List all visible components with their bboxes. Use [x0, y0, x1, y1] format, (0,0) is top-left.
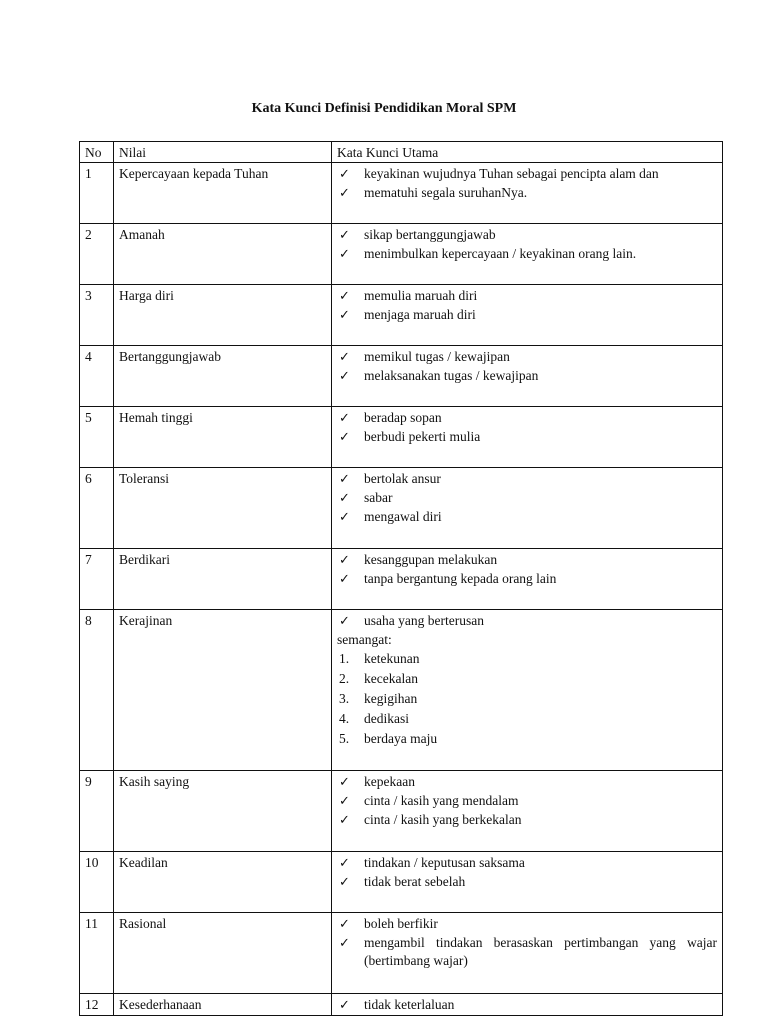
keyword-text: sabar [364, 490, 393, 505]
keywords-cell [332, 852, 723, 913]
keyword-item [337, 934, 717, 970]
checkmark-icon: ✓ [339, 227, 350, 242]
keyword-text: bertolak ansur [364, 471, 441, 486]
keyword-list [337, 915, 717, 970]
keyword-text: usaha yang berterusan [364, 613, 484, 628]
keywords-cell [332, 610, 723, 771]
keywords-cell [332, 407, 723, 468]
table-row [80, 224, 723, 285]
keyword-item [337, 367, 717, 385]
row-number: 4 [80, 346, 114, 407]
keyword-text: berbudi pekerti mulia [364, 429, 481, 444]
keyword-item [337, 508, 717, 526]
checkmark-icon: ✓ [339, 509, 350, 524]
keyword-item [337, 612, 717, 630]
keyword-list [337, 226, 717, 263]
keyword-list [337, 773, 717, 829]
item-number: 3. [339, 691, 350, 706]
value-name: Kerajinan [114, 610, 332, 771]
checkmark-icon: ✓ [339, 349, 350, 364]
item-number: 2. [339, 671, 350, 686]
keyword-item [337, 551, 717, 569]
keyword-list [337, 470, 717, 526]
value-name: Harga diri [114, 285, 332, 346]
checkmark-icon: ✓ [339, 307, 350, 322]
keyword-item [337, 165, 717, 183]
keywords-cell [332, 549, 723, 610]
row-number: 2 [80, 224, 114, 285]
checkmark-icon: ✓ [339, 368, 350, 383]
row-number: 12 [80, 994, 114, 1016]
keyword-item [337, 184, 717, 202]
item-text: berdaya maju [364, 731, 438, 746]
keyword-list [337, 612, 717, 630]
row-number: 11 [80, 913, 114, 994]
row-number: 10 [80, 852, 114, 913]
value-name: Kepercayaan kepada Tuhan [114, 163, 332, 224]
table-row [80, 913, 723, 994]
keyword-item [337, 570, 717, 588]
keyword-text: cinta / kasih yang mendalam [364, 793, 519, 808]
sub-heading: semangat: [337, 632, 392, 647]
keyword-text: mengawal diri [364, 509, 442, 524]
keyword-text: beradap sopan [364, 410, 442, 425]
numbered-item [337, 670, 717, 688]
keyword-text: boleh berfikir [364, 916, 438, 931]
checkmark-icon: ✓ [339, 246, 350, 261]
checkmark-icon: ✓ [339, 997, 350, 1012]
checkmark-icon: ✓ [339, 166, 350, 181]
keyword-item [337, 348, 717, 366]
checkmark-icon: ✓ [339, 793, 350, 808]
numbered-list [337, 650, 717, 748]
keyword-text: memikul tugas / kewajipan [364, 349, 510, 364]
keyword-list [337, 551, 717, 588]
keyword-text: keyakinan wujudnya Tuhan sebagai pencipta alam dan [364, 166, 659, 181]
keyword-list [337, 165, 717, 202]
checkmark-icon: ✓ [339, 774, 350, 789]
row-number: 6 [80, 468, 114, 549]
value-name: Amanah [114, 224, 332, 285]
keyword-list [337, 409, 717, 446]
item-text: kecekalan [364, 671, 418, 686]
numbered-item [337, 690, 717, 708]
row-number: 8 [80, 610, 114, 771]
keyword-list [337, 287, 717, 324]
checkmark-icon: ✓ [339, 552, 350, 567]
keyword-text: tanpa bergantung kepada orang lain [364, 571, 557, 586]
keyword-list [337, 348, 717, 385]
header-no: No [80, 142, 114, 163]
keyword-list [337, 996, 717, 1014]
keywords-cell [332, 771, 723, 852]
keywords-cell [332, 346, 723, 407]
table-row [80, 994, 723, 1016]
row-number: 9 [80, 771, 114, 852]
value-name: Toleransi [114, 468, 332, 549]
keyword-item [337, 409, 717, 427]
value-name: Hemah tinggi [114, 407, 332, 468]
checkmark-icon: ✓ [339, 185, 350, 200]
item-number: 1. [339, 651, 350, 666]
checkmark-icon: ✓ [339, 812, 350, 827]
keywords-cell [332, 468, 723, 549]
checkmark-icon: ✓ [339, 874, 350, 889]
header-nilai: Nilai [114, 142, 332, 163]
value-name: Keadilan [114, 852, 332, 913]
keyword-text: tidak keterlaluan [364, 997, 455, 1012]
keywords-cell [332, 224, 723, 285]
item-text: dedikasi [364, 711, 409, 726]
numbered-item [337, 710, 717, 728]
keyword-item [337, 773, 717, 791]
keyword-text: tindakan / keputusan saksama [364, 855, 525, 870]
item-text: kegigihan [364, 691, 418, 706]
item-number: 5. [339, 731, 350, 746]
keyword-text: kepekaan [364, 774, 415, 789]
keyword-text: melaksanakan tugas / kewajipan [364, 368, 539, 383]
keyword-text: tidak berat sebelah [364, 874, 466, 889]
keyword-text: kesanggupan melakukan [364, 552, 498, 567]
value-name: Kesederhanaan [114, 994, 332, 1016]
checkmark-icon: ✓ [339, 855, 350, 870]
header-kata-kunci: Kata Kunci Utama [332, 142, 723, 163]
keywords-cell [332, 913, 723, 994]
keyword-item [337, 428, 717, 446]
checkmark-icon: ✓ [339, 429, 350, 444]
table-row [80, 468, 723, 549]
keyword-item [337, 792, 717, 810]
keyword-text: cinta / kasih yang berkekalan [364, 812, 522, 827]
row-number: 1 [80, 163, 114, 224]
checkmark-icon: ✓ [339, 490, 350, 505]
row-number: 3 [80, 285, 114, 346]
keyword-item [337, 873, 717, 891]
keyword-text: menjaga maruah diri [364, 307, 476, 322]
numbered-item [337, 730, 717, 748]
values-table [79, 141, 723, 1016]
row-number: 5 [80, 407, 114, 468]
row-number: 7 [80, 549, 114, 610]
checkmark-icon: ✓ [339, 288, 350, 303]
table-header-row [80, 142, 723, 163]
keyword-text: sikap bertanggungjawab [364, 227, 496, 242]
checkmark-icon: ✓ [339, 471, 350, 486]
table-row [80, 852, 723, 913]
keywords-cell [332, 285, 723, 346]
keyword-item [337, 226, 717, 244]
keyword-item [337, 996, 717, 1014]
value-name: Kasih saying [114, 771, 332, 852]
checkmark-icon: ✓ [339, 410, 350, 425]
table-row [80, 549, 723, 610]
keyword-item [337, 245, 717, 263]
keyword-item [337, 489, 717, 507]
table-row [80, 163, 723, 224]
table-row [80, 407, 723, 468]
page-title: Kata Kunci Definisi Pendidikan Moral SPM [251, 101, 517, 116]
keywords-cell [332, 994, 723, 1016]
numbered-item [337, 650, 717, 668]
keyword-item [337, 470, 717, 488]
value-name: Bertanggungjawab [114, 346, 332, 407]
keyword-text: mengambil tindakan berasaskan pertimbangan yang wajar (bertimbang wajar) [364, 935, 717, 968]
checkmark-icon: ✓ [339, 613, 350, 628]
keywords-cell [332, 163, 723, 224]
keyword-item [337, 915, 717, 933]
table-row [80, 346, 723, 407]
checkmark-icon: ✓ [339, 935, 350, 950]
checkmark-icon: ✓ [339, 571, 350, 586]
keyword-text: memulia maruah diri [364, 288, 478, 303]
checkmark-icon: ✓ [339, 916, 350, 931]
table-row [80, 610, 723, 771]
value-name: Berdikari [114, 549, 332, 610]
keyword-text: mematuhi segala suruhanNya. [364, 185, 528, 200]
keyword-list [337, 854, 717, 891]
keyword-item [337, 287, 717, 305]
keyword-item [337, 306, 717, 324]
value-name: Rasional [114, 913, 332, 994]
keyword-item [337, 854, 717, 872]
item-number: 4. [339, 711, 350, 726]
keyword-text: menimbulkan kepercayaan / keyakinan orang lain. [364, 246, 637, 261]
table-row [80, 771, 723, 852]
keyword-item [337, 811, 717, 829]
table-row [80, 285, 723, 346]
item-text: ketekunan [364, 651, 420, 666]
